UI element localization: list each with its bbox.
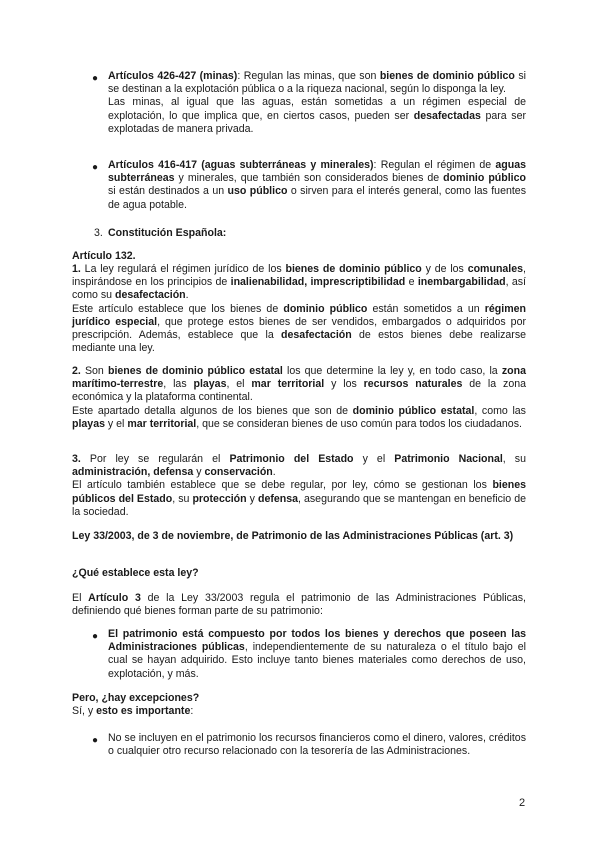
bullet-patrimonio: El patrimonio está compuesto por todos los bienes y derechos que poseen las Administraciones públicas, independientemente de su naturaleza o el título bajo el cual se hayan adquirido. Esto incluye tanto bienes materiales como derechos de uso, explotación, y más.: [108, 628, 526, 680]
law-question: ¿Qué establece esta ley?: [72, 567, 199, 579]
bullet-aguas: Artículos 416-417 (aguas subterráneas y minerales): Regulan el régimen de aguas subterráneas y minerales, que también son considerados bienes de dominio público si están destinados a un uso público o sirven para el interés general, como las fuentes de agua potable.: [108, 159, 526, 211]
article-heading: Artículo 132.: [72, 250, 136, 262]
bullet-exclusions: No se incluyen en el patrimonio los recursos financieros como el dinero, valores, créditos o cualquier otro recurso relacionado con la tesorería de las Administraciones.: [108, 732, 526, 758]
art132-paragraph-3: 3. Por ley se regularán el Patrimonio del Estado y el Patrimonio Nacional, su administración, defensa y conservación. El artículo también establece que se debe regular, por ley, cómo se gestionan los bienes públicos del Estado, su protección y defensa, asegurando que se mantengan en beneficio de la sociedad.: [72, 453, 526, 518]
bullet-marker: ●: [92, 631, 99, 642]
exceptions-answer: Sí, y esto es importante:: [72, 705, 194, 717]
art132-paragraph-1: 1. La ley regulará el régimen jurídico de los bienes de dominio público y de los comunales, inspirándose en los principios de inalienabilidad, imprescriptibilidad e inembargabilidad, así como su desafectación. Este artículo establece que los bienes de dominio público están sometidos a un régimen jurídico especial, que protege estos bienes de ser vendidos, embargados o adquiridos por prescripción. Además, establece que la desafectación de estos bienes debe realizarse mediante una ley.: [72, 263, 527, 355]
exceptions-question: Pero, ¿hay excepciones?: [72, 692, 200, 704]
bullet-minas-title: Artículos 426-427 (minas): [108, 70, 238, 82]
law-intro: El Artículo 3 de la Ley 33/2003 regula el patrimonio de las Administraciones Públicas, definiendo qué bienes forman parte de su patrimonio:: [72, 592, 526, 618]
bullet-marker: ●: [92, 162, 99, 173]
art132-paragraph-2: 2. Son bienes de dominio público estatal los que determine la ley y, en todo caso, la zona marítimo-terrestre, las playas, el mar territorial y los recursos naturales de la zona económica y la plataforma continental. Este apartado detalla algunos de los bienes que son de dominio público estatal, como las playas y el mar territorial, que se consideran bienes de uso común para todos los ciudadanos.: [72, 365, 526, 430]
bullet-marker: ●: [92, 73, 99, 84]
bullet-marker: ●: [92, 735, 99, 746]
page-number: 2: [519, 797, 526, 809]
bullet-minas: Artículos 426-427 (minas): Regulan las minas, que son bienes de dominio público si se destinan a la explotación pública o a la riqueza nacional, según lo disponga la ley. Las minas, al igual que las aguas, están sometidas a un régimen especial de explotación, lo que implica que, en ciertos casos, pueden ser desafectadas para ser explotadas de manera privada.: [108, 70, 526, 135]
bullet-aguas-title: Artículos 416-417 (aguas subterráneas y minerales): [108, 159, 374, 171]
section-number: 3.: [94, 227, 103, 239]
section-title: Constitución Española:: [108, 227, 227, 239]
law-heading: Ley 33/2003, de 3 de noviembre, de Patrimonio de las Administraciones Públicas (art. 3): [72, 530, 514, 542]
